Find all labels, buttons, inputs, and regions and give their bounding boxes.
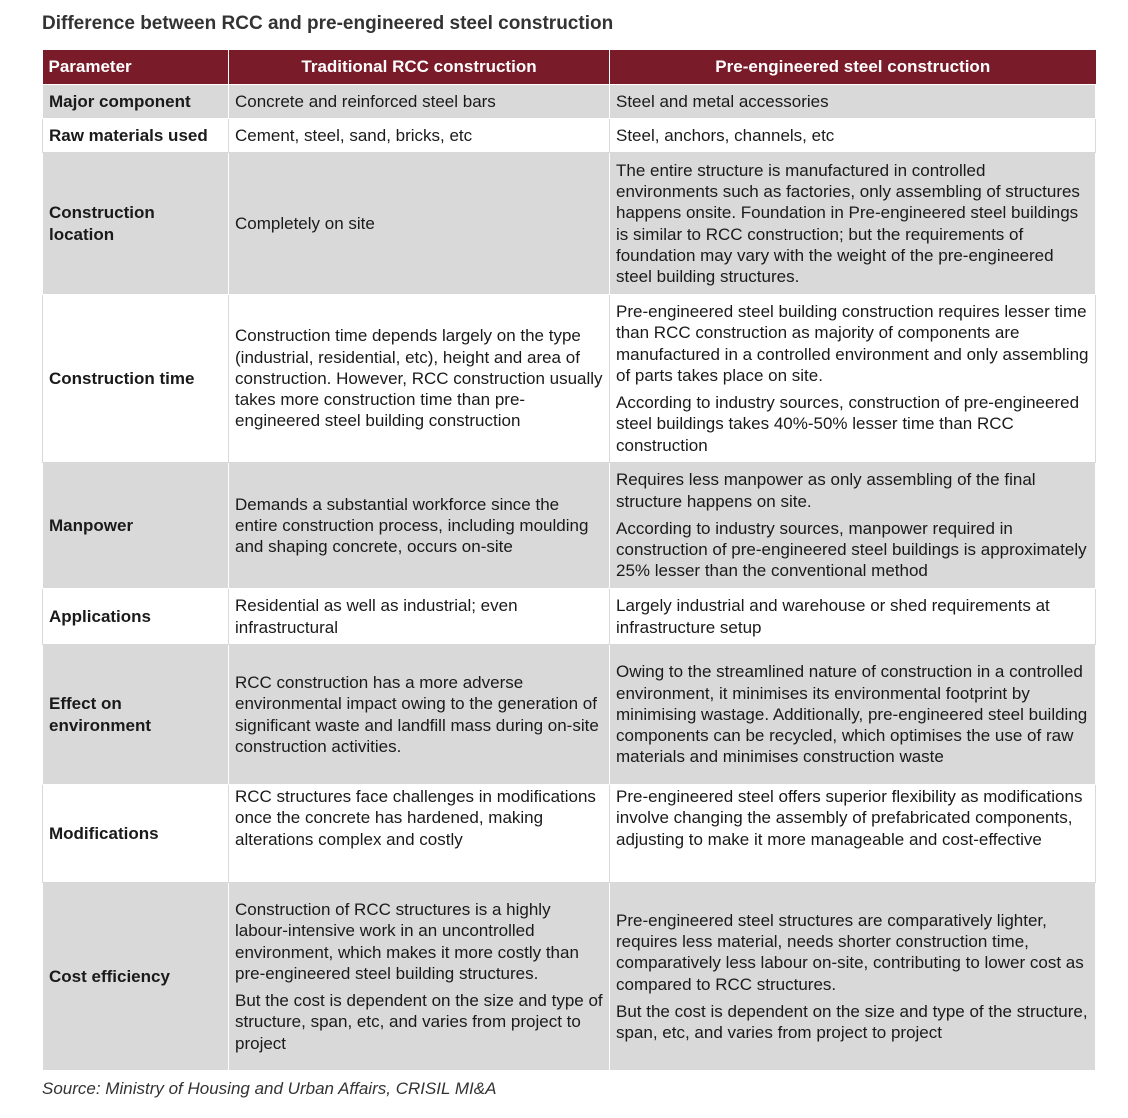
table-row [43, 589, 1096, 645]
cell-text: Cement, steel, sand, bricks, etc [235, 125, 473, 145]
steel-cell [610, 785, 1096, 883]
steel-cell [610, 589, 1096, 645]
cell-text: The entire structure is manufactured in controlled environments such as factories, only assembling of structures happens onsite. Foundation in Pre-engineered steel buildings is similar to RCC construction; but the requirements of foundation may vary with the weight of the pre-engineered steel building structures. [616, 160, 1080, 287]
cell-text: Pre-engineered steel building construction requires lesser time than RCC construction as majority of components are manufactured in a controlled environment and only assembling of parts takes place on site. [616, 301, 1089, 385]
rcc-cell [229, 589, 610, 645]
cell-text: According to industry sources, manpower required in construction of pre-engineered steel buildings is approximately 25% lesser than the conventional method [616, 518, 1087, 581]
cell-text: Demands a substantial workforce since the entire construction process, including moulding and shaping concrete, occurs on-site [235, 494, 589, 557]
rcc-cell [229, 85, 610, 119]
cell-text: But the cost is dependent on the size and type of structure, span, etc, and varies from project to project [235, 991, 603, 1053]
row-parameter: Effect on environment [43, 645, 229, 785]
steel-cell [610, 295, 1096, 463]
table-row [43, 785, 1096, 883]
header-steel: Pre-engineered steel construction [610, 50, 1096, 85]
source-note: Source: Ministry of Housing and Urban Affairs, CRISIL MI&A [42, 1079, 497, 1098]
table-row [43, 883, 1096, 1071]
steel-cell [610, 85, 1096, 119]
steel-cell [610, 119, 1096, 153]
row-parameter: Modifications [43, 785, 229, 883]
row-parameter: Manpower [43, 463, 229, 589]
cell-text: But the cost is dependent on the size and type of the structure, span, etc, and varies from project to project [616, 1001, 1088, 1043]
rcc-cell [229, 645, 610, 785]
row-parameter: Major component [43, 85, 229, 119]
steel-cell [610, 463, 1096, 589]
table-row [43, 463, 1096, 589]
table-row [43, 119, 1096, 153]
header-rcc: Traditional RCC construction [229, 50, 610, 85]
steel-cell [610, 153, 1096, 295]
rcc-cell [229, 295, 610, 463]
row-parameter: Raw materials used [43, 119, 229, 153]
rcc-cell [229, 119, 610, 153]
cell-text: RCC construction has a more adverse environmental impact owing to the generation of significant waste and landfill mass during on-site construction activities. [235, 672, 599, 756]
cell-text: Pre-engineered steel structures are comparatively lighter, requires less material, needs shorter construction time, comparatively less labour on-site, contributing to lower cost as compared to RCC structures. [616, 910, 1084, 994]
rcc-cell [229, 153, 610, 295]
cell-text: Pre-engineered steel offers superior flexibility as modifications involve changing the assembly of prefabricated components, adjusting to make it more manageable and cost-effective [616, 787, 1083, 849]
cell-text: Largely industrial and warehouse or shed requirements at infrastructure setup [616, 596, 1050, 637]
comparison-table [42, 50, 1096, 1071]
steel-cell [610, 645, 1096, 785]
row-parameter: Construction time [43, 295, 229, 463]
cell-text: Construction time depends largely on the type (industrial, residential, etc), height and area of construction. However, RCC construction usually takes more construction time than pre-engineered steel building construction [235, 326, 603, 431]
table-row [43, 645, 1096, 785]
cell-text: Steel, anchors, channels, etc [616, 125, 835, 145]
cell-text: Construction of RCC structures is a highly labour-intensive work in an uncontrolled environment, which makes it more costly than pre-engineered steel building structures. [235, 899, 579, 983]
cell-text: Owing to the streamlined nature of construction in a controlled environment, it minimises its environmental footprint by minimising wastage. Additionally, pre-engineered steel building components can be recycled, which optimises the use of raw materials and minimises construction waste [616, 662, 1088, 767]
table-row [43, 85, 1096, 119]
header-row [43, 50, 1096, 85]
cell-text: Completely on site [235, 213, 375, 233]
rcc-cell [229, 463, 610, 589]
rcc-cell [229, 883, 610, 1071]
cell-text: RCC structures face challenges in modifications once the concrete has hardened, making alterations complex and costly [235, 787, 596, 849]
row-parameter: Cost efficiency [43, 883, 229, 1071]
cell-text: According to industry sources, construction of pre-engineered steel buildings takes 40%-50% lesser time than RCC construction [616, 393, 1080, 455]
table-row [43, 153, 1096, 295]
cell-text: Residential as well as industrial; even infrastructural [235, 596, 518, 637]
row-parameter: Construction location [43, 153, 229, 295]
row-parameter: Applications [43, 589, 229, 645]
rcc-cell [229, 785, 610, 883]
header-parameter: Parameter [43, 50, 229, 85]
cell-text: Steel and metal accessories [616, 91, 829, 111]
cell-text: Requires less manpower as only assembling of the final structure happens on site. [616, 470, 1036, 511]
steel-cell [610, 883, 1096, 1071]
table-title: Difference between RCC and pre-engineered steel construction [42, 13, 614, 34]
table-row [43, 295, 1096, 463]
cell-text: Concrete and reinforced steel bars [235, 91, 496, 111]
